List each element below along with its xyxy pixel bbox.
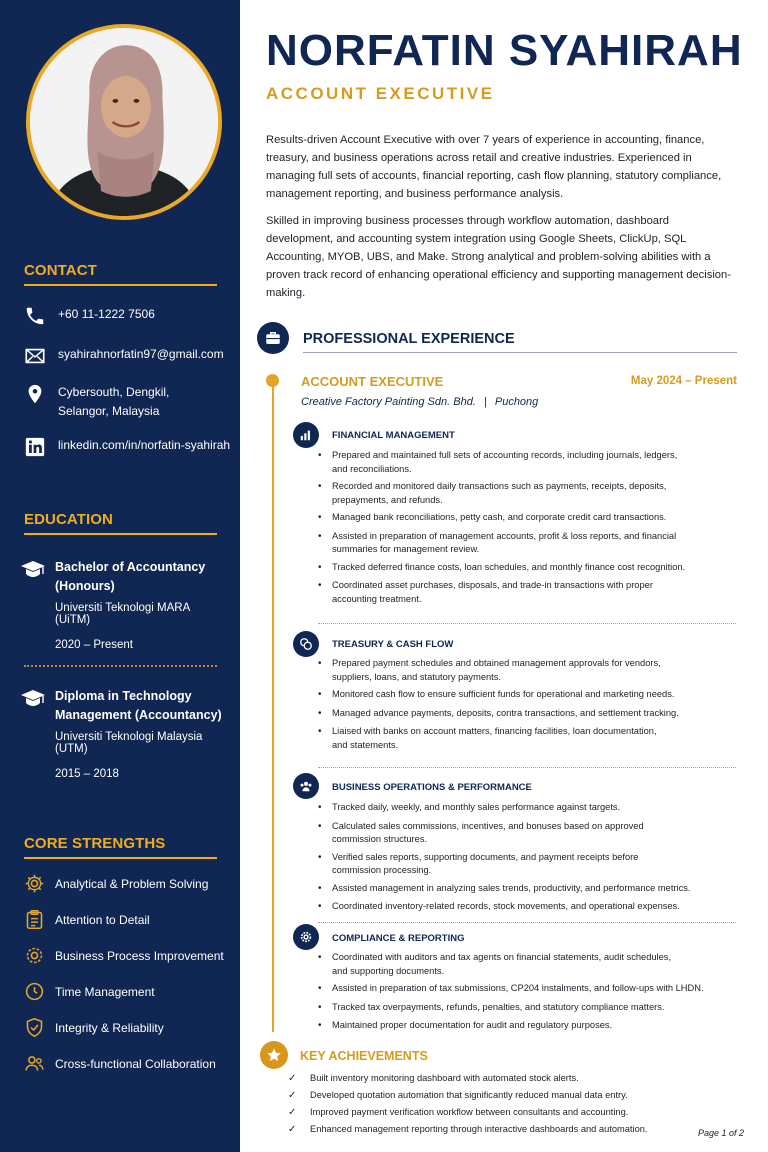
list-item: • Coordinated inventory-related records, stock movements, and operational expenses. bbox=[318, 900, 728, 914]
list-item: • Calculated sales commissions, incentives, and bonuses based on approved commission structures. bbox=[318, 820, 728, 847]
education-divider bbox=[24, 665, 217, 667]
strength-item bbox=[24, 945, 224, 966]
treasury-list bbox=[318, 657, 728, 752]
list-item: • Assisted in preparation of management accounts, profit & loss reports, and financial summaries for management review. bbox=[318, 530, 728, 557]
list-item: • Assisted in preparation of tax submissions, CP204 instalments, and follow-ups with LHDN. bbox=[318, 982, 728, 996]
summary-paragraph-1: Results-driven Account Executive with over 7 years of experience in accounting, finance, treasury, and business operations across retail and creative industries. Experienced in managing full sets of accounts, financial reporting, cash flow planning, statutory compliance, management reporting, and business performance analysis. bbox=[266, 134, 722, 200]
star-icon bbox=[260, 1041, 288, 1069]
list-item: • Liaised with banks on account matters, financing facilities, loan documentation, and statements. bbox=[318, 725, 728, 752]
section-title-treasury: TREASURY & CASH FLOW bbox=[332, 639, 454, 650]
list-item: • Managed bank reconciliations, petty cash, and corporate credit card transactions. bbox=[318, 511, 728, 525]
email-text: syahirahnorfatin97@gmail.com bbox=[58, 347, 224, 361]
school-name: Universiti Teknologi MARA (UiTM) bbox=[55, 602, 190, 626]
company-line bbox=[301, 396, 538, 408]
degree-line-2: (Honours) bbox=[55, 579, 115, 593]
company-location: Puchong bbox=[494, 396, 539, 408]
list-item: • Tracked tax overpayments, refunds, penalties, and statutory compliance matters. bbox=[318, 1001, 728, 1015]
profile-portrait-icon bbox=[30, 28, 218, 216]
checkmark-icon: ✓ bbox=[288, 1073, 297, 1084]
achievement-item: ✓ Improved payment verification workflow between consultants and accounting. bbox=[288, 1104, 708, 1121]
strength-item bbox=[24, 873, 208, 894]
list-item: • Maintained proper documentation for audit and regulatory purposes. bbox=[318, 1019, 728, 1033]
linkedin-icon bbox=[24, 436, 46, 458]
section-divider bbox=[318, 922, 736, 923]
achievement-item: ✓ Developed quotation automation that significantly reduced manual data entry. bbox=[288, 1087, 708, 1104]
contact-heading: CONTACT bbox=[24, 262, 217, 286]
strength-item bbox=[24, 1053, 216, 1074]
operations-list bbox=[318, 801, 728, 914]
graduation-cap-icon bbox=[20, 559, 46, 581]
coins-icon bbox=[293, 631, 319, 657]
section-title-operations: BUSINESS OPERATIONS & PERFORMANCE bbox=[332, 782, 532, 793]
mail-icon bbox=[24, 345, 46, 367]
financial-list bbox=[318, 449, 728, 606]
achievements-heading: KEY ACHIEVEMENTS bbox=[300, 1049, 428, 1063]
degree-line-1: Bachelor of Accountancy bbox=[55, 560, 206, 574]
strength-item bbox=[24, 981, 155, 1002]
education-years: 2015 – 2018 bbox=[55, 768, 119, 780]
profile-photo bbox=[26, 24, 222, 220]
contact-address bbox=[24, 383, 169, 421]
experience-heading-rule bbox=[303, 352, 737, 353]
list-item: • Verified sales reports, supporting documents, and payment receipts before commission processing. bbox=[318, 851, 728, 878]
degree-line-1: Diploma in Technology bbox=[55, 689, 192, 703]
core-strengths-heading: CORE STRENGTHS bbox=[24, 835, 217, 859]
candidate-name: NORFATIN SYAHIRAH bbox=[266, 26, 743, 75]
contact-phone[interactable] bbox=[24, 305, 155, 327]
phone-text: +60 11-1222 7506 bbox=[58, 307, 155, 321]
briefcase-icon bbox=[257, 322, 289, 354]
section-divider bbox=[318, 767, 736, 768]
address-line-1: Cybersouth, Dengkil, bbox=[58, 385, 170, 399]
job-dates: May 2024 – Present bbox=[630, 375, 737, 387]
experience-heading: PROFESSIONAL EXPERIENCE bbox=[303, 331, 515, 347]
strength-label: Business Process Improvement bbox=[55, 948, 224, 963]
checkmark-icon: ✓ bbox=[288, 1124, 297, 1135]
timeline-dot bbox=[266, 374, 279, 387]
list-item: • Monitored cash flow to ensure sufficient funds for operational and marketing needs. bbox=[318, 688, 728, 702]
compliance-list bbox=[318, 951, 728, 1033]
people-icon bbox=[24, 1053, 45, 1074]
education-heading: EDUCATION bbox=[24, 511, 217, 535]
shield-check-icon bbox=[24, 1017, 45, 1038]
list-item: • Tracked deferred finance costs, loan schedules, and monthly finance cost recognition. bbox=[318, 561, 728, 575]
strength-label: Analytical & Problem Solving bbox=[55, 876, 209, 891]
bar-chart-icon bbox=[293, 422, 319, 448]
list-item: • Tracked daily, weekly, and monthly sales performance against targets. bbox=[318, 801, 728, 815]
address-line-2: Selangor, Malaysia bbox=[58, 404, 160, 418]
job-title: ACCOUNT EXECUTIVE bbox=[301, 374, 444, 389]
strength-label: Attention to Detail bbox=[55, 912, 150, 927]
timeline-line bbox=[272, 386, 274, 1032]
gear-icon bbox=[24, 873, 45, 894]
linkedin-text: linkedin.com/in/norfatin-syahirah bbox=[58, 438, 231, 452]
contact-linkedin[interactable] bbox=[24, 436, 230, 458]
clock-icon bbox=[24, 981, 45, 1002]
strength-item bbox=[24, 1017, 164, 1038]
education-years: 2020 – Present bbox=[55, 639, 134, 651]
achievement-item: ✓ Enhanced management reporting through interactive dashboards and automation. bbox=[288, 1121, 708, 1138]
strength-item bbox=[24, 909, 150, 930]
cog-process-icon bbox=[24, 945, 45, 966]
section-title-compliance: COMPLIANCE & REPORTING bbox=[332, 933, 465, 944]
team-icon bbox=[293, 773, 319, 799]
section-title-financial: FINANCIAL MANAGEMENT bbox=[332, 430, 455, 441]
checkmark-icon: ✓ bbox=[288, 1107, 297, 1118]
list-item: • Prepared payment schedules and obtained management approvals for vendors, suppliers, loans, and statutory payments. bbox=[318, 657, 728, 684]
strength-label: Time Management bbox=[55, 984, 155, 999]
list-item: • Recorded and monitored daily transactions such as payments, receipts, deposits, prepayments, and refunds. bbox=[318, 480, 728, 507]
education-entry-2 bbox=[20, 687, 226, 780]
list-item: • Prepared and maintained full sets of accounting records, including journals, ledgers, and reconciliations. bbox=[318, 449, 728, 476]
strength-label: Integrity & Reliability bbox=[55, 1020, 164, 1035]
list-item: • Assisted management in analyzing sales trends, productivity, and performance metrics. bbox=[318, 882, 728, 896]
achievements-list bbox=[288, 1070, 708, 1138]
section-divider bbox=[318, 623, 736, 624]
location-pin-icon bbox=[24, 383, 46, 405]
list-item: • Coordinated with auditors and tax agents on financial statements, audit schedules, and supporting documents. bbox=[318, 951, 728, 978]
list-item: • Managed advance payments, deposits, contra transactions, and settlement tracking. bbox=[318, 707, 728, 721]
strength-label: Cross-functional Collaboration bbox=[55, 1056, 216, 1071]
school-name: Universiti Teknologi Malaysia (UTM) bbox=[55, 731, 203, 755]
phone-icon bbox=[24, 305, 46, 327]
page-number: Page 1 of 2 bbox=[698, 1128, 745, 1138]
list-item: • Coordinated asset purchases, disposals, and trade-in transactions with proper accounting treatment. bbox=[318, 579, 728, 606]
summary-paragraph-2: Skilled in improving business processes through workflow automation, dashboard development, and accounting system integration using Google Sheets, ClickUp, SQL Accounting, MYOB, UBS, and Make. Strong analytical and problem-solving abilities with a proven track record of enhancing operational efficiency and supporting management decision-making. bbox=[266, 215, 731, 299]
checkmark-icon: ✓ bbox=[288, 1090, 297, 1101]
degree-line-2: Management (Accountancy) bbox=[55, 708, 222, 722]
candidate-title: ACCOUNT EXECUTIVE bbox=[266, 84, 495, 103]
education-entry-1 bbox=[20, 558, 226, 651]
contact-email[interactable] bbox=[24, 345, 224, 367]
company-name: Creative Factory Painting Sdn. Bhd. bbox=[301, 396, 476, 408]
clipboard-icon bbox=[24, 909, 45, 930]
graduation-cap-icon bbox=[20, 688, 46, 710]
achievement-item: ✓ Built inventory monitoring dashboard with automated stock alerts. bbox=[288, 1070, 708, 1087]
sidebar bbox=[0, 0, 240, 1152]
cog-icon bbox=[293, 924, 319, 950]
company-separator: | bbox=[483, 396, 487, 408]
